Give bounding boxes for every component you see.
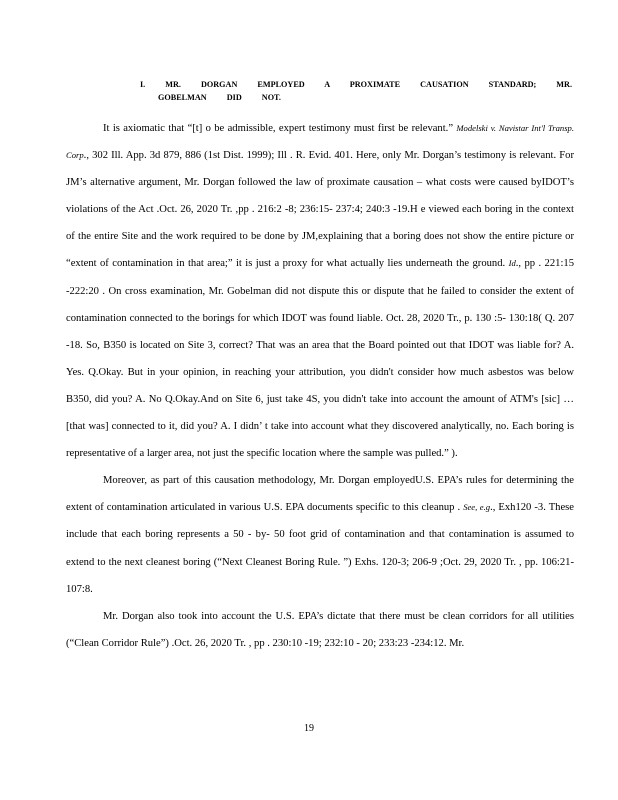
see-citation: See, e.g: [463, 502, 491, 513]
paragraph-2-text-b: ., Exh120 -3. These include that each boring represents a 50 - by- 50 foot grid of contamination and that contamination is assumed to extend to the next cleanest boring (“Next Cleanest Boring Rule. ”) Exhs. 120-3; 206-9 ;Oct. 29, 2020 Tr. , pp. 106:21-107:8.: [66, 502, 574, 595]
page-number: 19: [304, 723, 314, 734]
section-heading-line-2: GOBELMAN DID NOT.: [158, 93, 281, 102]
paragraph-1-text-a: It is axiomatic that “[t] o be admissible, expert testimony must first be relevant.”: [103, 123, 457, 134]
paragraph-1-text-c: ., pp . 221:15 -222:20 . On cross examination, Mr. Gobelman did not dispute this or dispute that he failed to consider the extent of contamination connected to the borings for which IDOT was found liable. Oct. 28, 2020 Tr., p. 130 :5- 130:18( Q. 207 -18. So, B350 is located on Site 3, correct? That was an area that the Board pointed out that IDOT was liable for? A. Yes. Q.Okay. But in your opinion, in reaching your attribution, you didn't consider how much asbestos was below B350, did you? A. No Q.Okay.And on Site 6, just take 4S, you didn't take into account the amount of ATM's [sic] … [that was] connected to it, did you? A. I didn’ t take into account what they discovered analytically, no. Each boring is representative of a larger area, not just the specific location where the sample was pulled.” ).: [66, 258, 574, 460]
section-heading-line-1: I. MR. DORGAN EMPLOYED A PROXIMATE CAUSATION STANDARD; MR.: [140, 80, 572, 89]
case-citation: Modelski v. Navistar Int'l Transp. Corp: [66, 123, 574, 161]
paragraph-3: [66, 603, 574, 657]
id-citation: Id: [508, 258, 516, 269]
body-text: [66, 115, 574, 657]
paragraph-3-text: Mr. Dorgan also took into account the U.S. EPA’s dictate that there must be clean corridors for all utilities (“Clean Corridor Rule”) .Oct. 26, 2020 Tr. , pp . 230:10 -19; 232:10 - 20; 233:23 -234:12. Mr.: [66, 610, 574, 649]
paragraph-1-text-b: ., 302 Ill. App. 3d 879, 886 (1st Dist. 1999); Ill . R. Evid. 401. Here, only Mr. Dorgan’s testimony is relevant. For JM’s alternative argument, Mr. Dorgan followed the law of proximate causation – what costs were caused byIDOT’s violations of the Act .Oct. 26, 2020 Tr. ,pp . 216:2 -8; 236:15- 237:4; 240:3 -19.H e viewed each boring in the context of the entire Site and the work required to be done by JM,explaining that a boring does not show the entire picture or “extent of contamination in that area;” it is just a proxy for what actually lies underneath the ground.: [66, 150, 574, 270]
paragraph-2-text-a: Moreover, as part of this causation methodology, Mr. Dorgan employedU.S. EPA’s rules for determining the extent of contamination articulated in various U.S. EPA documents specific to this cleanup .: [66, 475, 574, 514]
paragraph-1: [66, 115, 574, 467]
paragraph-2: [66, 467, 574, 602]
